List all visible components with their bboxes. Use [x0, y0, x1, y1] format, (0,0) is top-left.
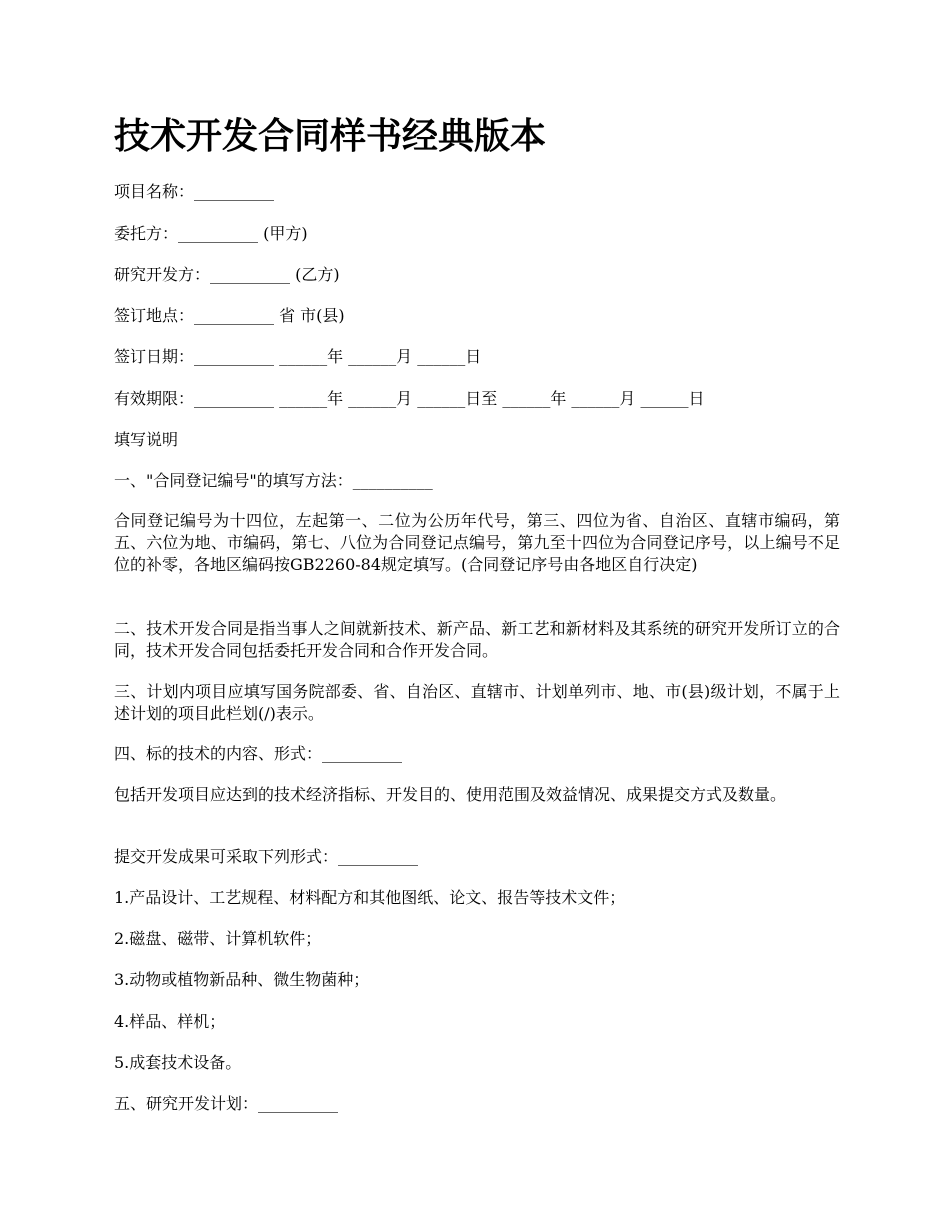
- paragraph-registration-number: 合同登记编号为十四位，左起第一、二位为公历年代号，第三、四位为省、自治区、直辖市编码，第五、六位为地、市编码，第七、八位为合同登记点编号，第九至十四位为合同登记序号，以上编号不足位的补零，各地区编码按GB2260-84规定填写。(合同登记序号由各地区自行决定): [114, 511, 840, 574]
- section-heading-instructions: 填写说明: [114, 430, 179, 449]
- list-item: 1.产品设计、工艺规程、材料配方和其他图纸、论文、报告等技术文件；: [114, 888, 626, 907]
- field-developer: 研究开发方：__________ (乙方): [114, 265, 340, 284]
- list-item: 5.成套技术设备。: [114, 1053, 242, 1072]
- paragraph-section-2: 二、技术开发合同是指当事人之间就新技术、新产品、新工艺和新材料及其系统的研究开发所订立的合同，技术开发合同包括委托开发合同和合作开发合同。: [114, 619, 840, 660]
- paragraph-section-3: 三、计划内项目应填写国务院部委、省、自治区、直辖市、计划单列市、地、市(县)级计划，不属于上述计划的项目此栏划(/)表示。: [114, 682, 840, 723]
- list-item: 4.样品、样机；: [114, 1012, 226, 1031]
- field-validity-period: 有效期限：__________ ______年 ______月 ______日至 ______年 ______月 ______日: [114, 389, 705, 408]
- section-heading-4: 四、标的技术的内容、形式：__________: [114, 744, 403, 763]
- field-signing-place: 签订地点：__________ 省 市(县): [114, 306, 345, 325]
- list-item: 2.磁盘、磁带、计算机软件；: [114, 929, 322, 948]
- document-title: 技术开发合同样书经典版本: [114, 116, 547, 157]
- section-heading-1: 一、"合同登记编号"的填写方法：__________: [114, 471, 433, 490]
- field-client: 委托方：__________ (甲方): [114, 224, 308, 243]
- paragraph-section-4: 包括开发项目应达到的技术经济指标、开发目的、使用范围及效益情况、成果提交方式及数量。: [114, 785, 787, 804]
- field-project-name: 项目名称：__________: [114, 182, 275, 201]
- paragraph-submission-forms: 提交开发成果可采取下列形式：__________: [114, 847, 419, 866]
- field-signing-date: 签订日期：__________ ______年 ______月 ______日: [114, 347, 482, 366]
- section-heading-5: 五、研究开发计划：__________: [114, 1094, 339, 1113]
- list-item: 3.动物或植物新品种、微生物菌种；: [114, 970, 370, 989]
